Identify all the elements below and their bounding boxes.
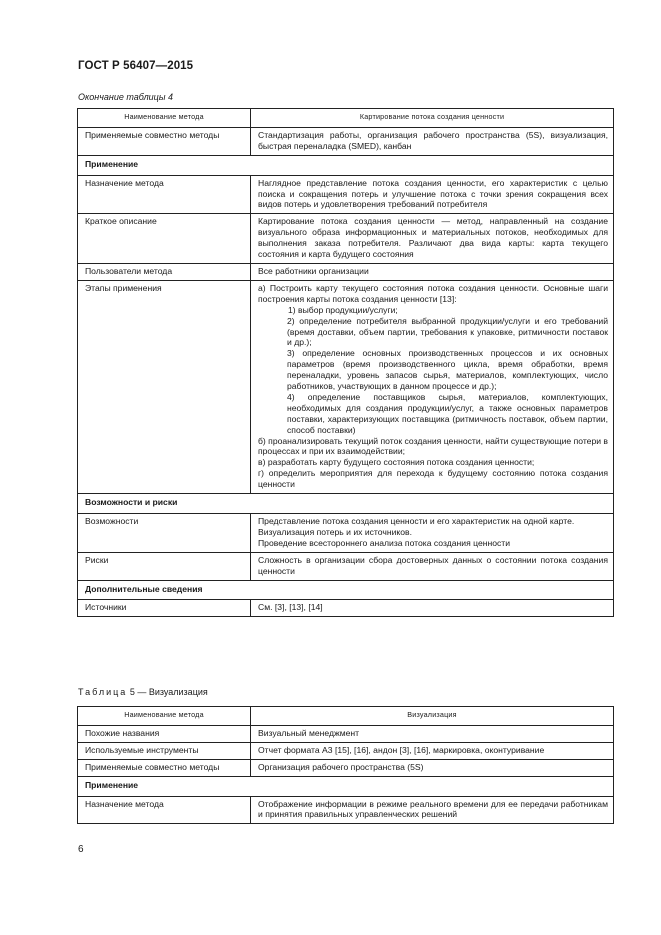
table4-caption: Окончание таблицы 4 bbox=[78, 92, 173, 102]
row-label: Применяемые совместно методы bbox=[78, 759, 251, 776]
row-label: Применяемые совместно методы bbox=[78, 127, 251, 155]
row-label: Назначение метода bbox=[78, 796, 251, 824]
table5-caption-prefix: Таблица bbox=[78, 687, 128, 697]
row-label: Похожие названия bbox=[78, 725, 251, 742]
step-a: а) Построить карту текущего состояния потока создания ценности. Основные шаги построения карты потока создания ценности [13]: bbox=[258, 282, 608, 304]
row-label: Краткое описание bbox=[78, 214, 251, 264]
row-value bbox=[251, 514, 614, 553]
table-row bbox=[78, 127, 614, 155]
table-row bbox=[78, 725, 614, 742]
substep-2: 2) определение потребителя выбранной продукции/услуги и его требований (время доставки, объем партии, требования к упаковке, ритмичности поставок и др.); bbox=[287, 315, 608, 348]
standard-designation: ГОСТ Р 56407—2015 bbox=[78, 60, 194, 72]
row-label: Этапы применения bbox=[78, 280, 251, 493]
col-header-visualization: Визуализация bbox=[251, 707, 614, 726]
section-row bbox=[78, 494, 614, 514]
table-header-row bbox=[78, 109, 614, 128]
table-row bbox=[78, 742, 614, 759]
row-value: Сложность в организации сбора достоверных данных о состоянии потока создания ценности bbox=[251, 552, 614, 580]
table4 bbox=[77, 108, 614, 617]
step-v: в) разработать карту будущего состояния потока создания ценности; bbox=[258, 457, 535, 468]
col-header-method: Наименование метода bbox=[78, 707, 251, 726]
table5-caption bbox=[78, 687, 208, 697]
step-b: б) проанализировать текущий поток создания ценности, найти существующие потери в процессах и при их взаимодействии; bbox=[258, 435, 608, 457]
section-title: Применение bbox=[78, 776, 614, 796]
section-row bbox=[78, 776, 614, 796]
row-label: Источники bbox=[78, 600, 251, 617]
col-header-vsm: Картирование потока создания ценности bbox=[251, 109, 614, 128]
table-row bbox=[78, 280, 614, 493]
row-value: Отчет формата А3 [15], [16], андон [3], [16], маркировка, оконтуривание bbox=[251, 742, 614, 759]
row-label: Риски bbox=[78, 552, 251, 580]
opportunity-line: Представление потока создания ценности и его характеристик на одной карте. bbox=[258, 516, 575, 526]
substep-4: 4) определение поставщиков сырья, материалов, комплектующих, необходимых для создания продукции/услуг, а также основных параметров поставки, характеризующих поставщика (ритмичность поставок, объем партии, способ поставки) bbox=[287, 391, 608, 435]
row-value-steps bbox=[251, 280, 614, 493]
row-label: Назначение метода bbox=[78, 175, 251, 214]
table-row bbox=[78, 263, 614, 280]
table-row bbox=[78, 514, 614, 553]
row-label: Возможности bbox=[78, 514, 251, 553]
section-title: Применение bbox=[78, 155, 614, 175]
table-row bbox=[78, 175, 614, 214]
row-value: Отображение информации в режиме реального времени для ее передачи работникам и принятия правильных управленческих решений bbox=[251, 796, 614, 824]
row-value: Наглядное представление потока создания ценности, его характеристик с целью поиска и сокращения потерь и улучшение потока с точки зрения сокращения всех видов потерь и удовлетворения требований потребителя bbox=[251, 175, 614, 214]
table5-caption-title: 5 — Визуализация bbox=[129, 687, 208, 697]
row-value: Организация рабочего пространства (5S) bbox=[251, 759, 614, 776]
table-header-row bbox=[78, 707, 614, 726]
table-row bbox=[78, 214, 614, 264]
table-row bbox=[78, 759, 614, 776]
row-label: Используемые инструменты bbox=[78, 742, 251, 759]
substep-1: 1) выбор продукции/услуги; bbox=[288, 304, 398, 315]
table5 bbox=[77, 706, 614, 824]
section-title: Дополнительные сведения bbox=[78, 580, 614, 600]
table-row bbox=[78, 600, 614, 617]
row-value: Визуальный менеджмент bbox=[251, 725, 614, 742]
section-row bbox=[78, 580, 614, 600]
row-value: Стандартизация работы, организация рабочего пространства (5S), визуализация, быстрая переналадка (SMED), канбан bbox=[251, 127, 614, 155]
opportunity-line: Визуализация потерь и их источников. bbox=[258, 526, 412, 537]
row-value: См. [3], [13], [14] bbox=[251, 600, 614, 617]
section-row bbox=[78, 155, 614, 175]
col-header-method: Наименование метода bbox=[78, 109, 251, 128]
table-row bbox=[78, 552, 614, 580]
table-row bbox=[78, 796, 614, 824]
opportunity-line: Проведение всестороннего анализа потока создания ценности bbox=[258, 537, 511, 548]
row-value: Все работники организации bbox=[251, 263, 614, 280]
row-value: Картирование потока создания ценности — метод, направленный на создание визуального образа информационных и материальных потоков, необходимых для выполнения заказа потребителя. Различают два вида карты: карта текущего состояния и карта будущего состояния bbox=[251, 214, 614, 264]
substep-3: 3) определение основных производственных процессов и их основных параметров (время производственного цикла, время обработки, время переналадки, уровень запасов сырья, материалов, комплектующих, число работников, участвующих в данном процессе и др.); bbox=[287, 348, 608, 392]
row-label: Пользователи метода bbox=[78, 263, 251, 280]
step-g: г) определить мероприятия для перехода к будущему состоянию потока создания ценности bbox=[258, 468, 608, 490]
section-title: Возможности и риски bbox=[78, 494, 614, 514]
page-number: 6 bbox=[78, 844, 84, 855]
